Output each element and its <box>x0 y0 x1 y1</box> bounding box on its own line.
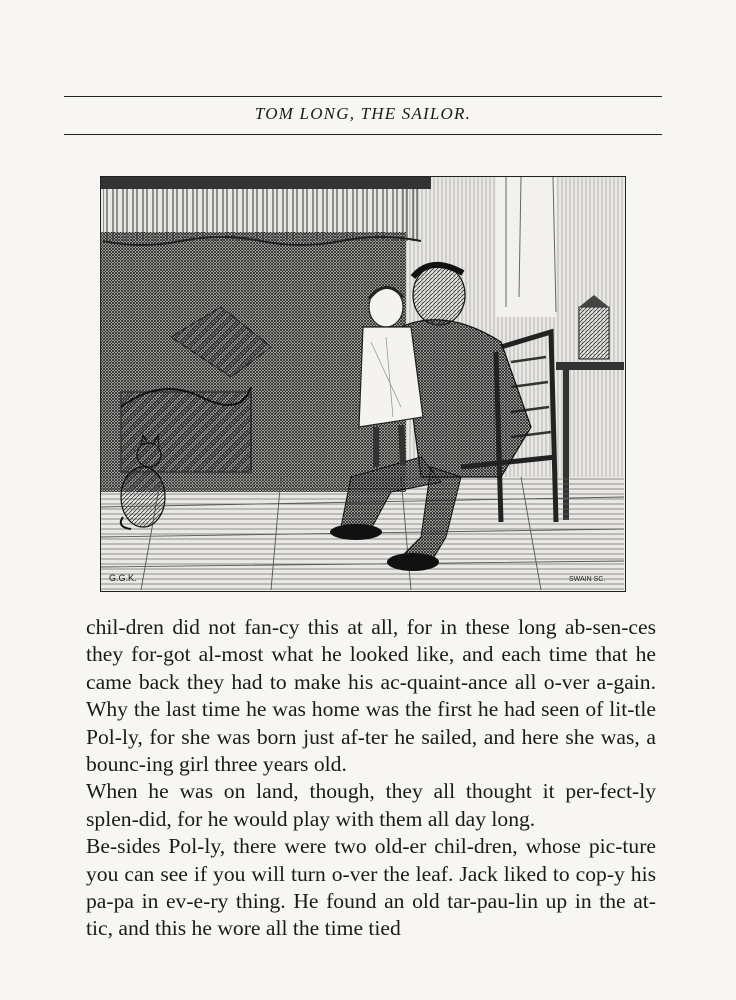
paragraph-3: Be-sides Pol-ly, there were two old-er chil-dren, whose pic-ture you can see if you will turn o-ver the leaf. Jack liked to cop-y his pa-pa in ev-e-ry thing. He found an old tar-pau-lin up in the at-tic, and this he wore all the time tied <box>86 834 656 941</box>
mantel-curtain <box>103 189 421 241</box>
paragraph-2: When he was on land, though, they all thought it per-fect-ly splen-did, for he would play with them all day long. <box>86 779 656 831</box>
header-rule-top <box>64 96 662 97</box>
side-table <box>556 362 624 370</box>
signature-left: G.G.K. <box>109 573 137 583</box>
running-head: TOM LONG, THE SAILOR. <box>254 104 472 123</box>
lantern <box>579 307 609 359</box>
header-rule-bottom <box>64 134 662 135</box>
engraving-illustration <box>100 176 626 592</box>
signature-right: SWAIN SC. <box>569 576 606 583</box>
cat-figure <box>121 467 165 527</box>
paragraph-1: chil-dren did not fan-cy this at all, for in these long ab-sen-ces they for-got al-most what he looked like, and each time that he came back they had to make his ac-quaint-ance all o-ver a-gain. Why the last time he was home was the first he had seen of lit-tle Pol-ly, for she was born just af-ter he sailed, and here she was, a bounc-ing girl three years old. <box>86 615 656 777</box>
sailor-figure <box>413 265 465 325</box>
body-text <box>86 614 656 943</box>
